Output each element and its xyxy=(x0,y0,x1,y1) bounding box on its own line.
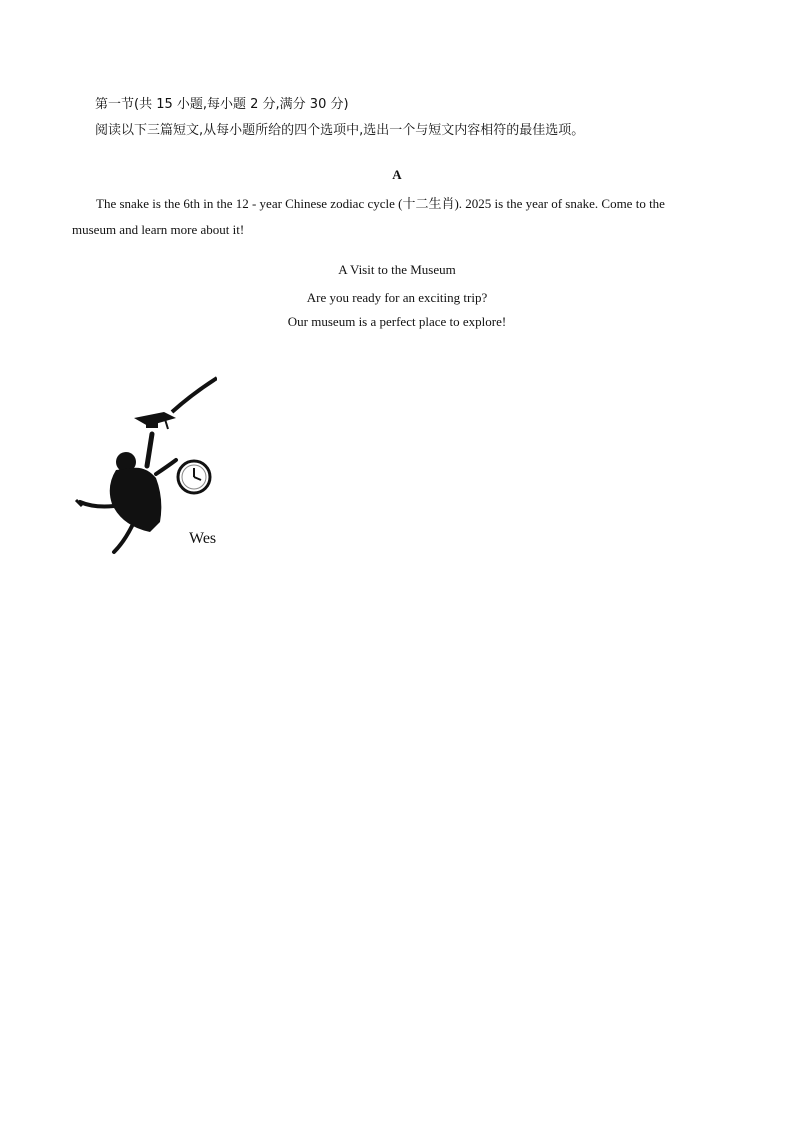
section-instruction: 阅读以下三篇短文,从每小题所给的四个选项中,选出一个与短文内容相符的最佳选项。 xyxy=(95,123,585,138)
illustration-caption: Wes xyxy=(189,530,217,547)
graduate-clock-illustration xyxy=(72,374,217,556)
ad-question: Are you ready for an exciting trip? xyxy=(306,290,488,305)
ad-slogan: Our museum is a perfect place to explore! xyxy=(287,314,507,329)
clock-icon xyxy=(178,461,210,493)
ad-title: A Visit to the Museum xyxy=(338,262,456,277)
passage-intro-line-2: museum and learn more about it! xyxy=(72,222,245,237)
passage-letter: A xyxy=(392,167,402,182)
section-heading: 第一节(共 15 小题,每小题 2 分,满分 30 分) xyxy=(95,97,349,112)
passage-intro-line-1: The snake is the 6th in the 12 - year Chinese zodiac cycle (十二生肖). 2025 is the year of snake. Come to the xyxy=(96,196,665,211)
graduate-icon xyxy=(72,374,217,556)
